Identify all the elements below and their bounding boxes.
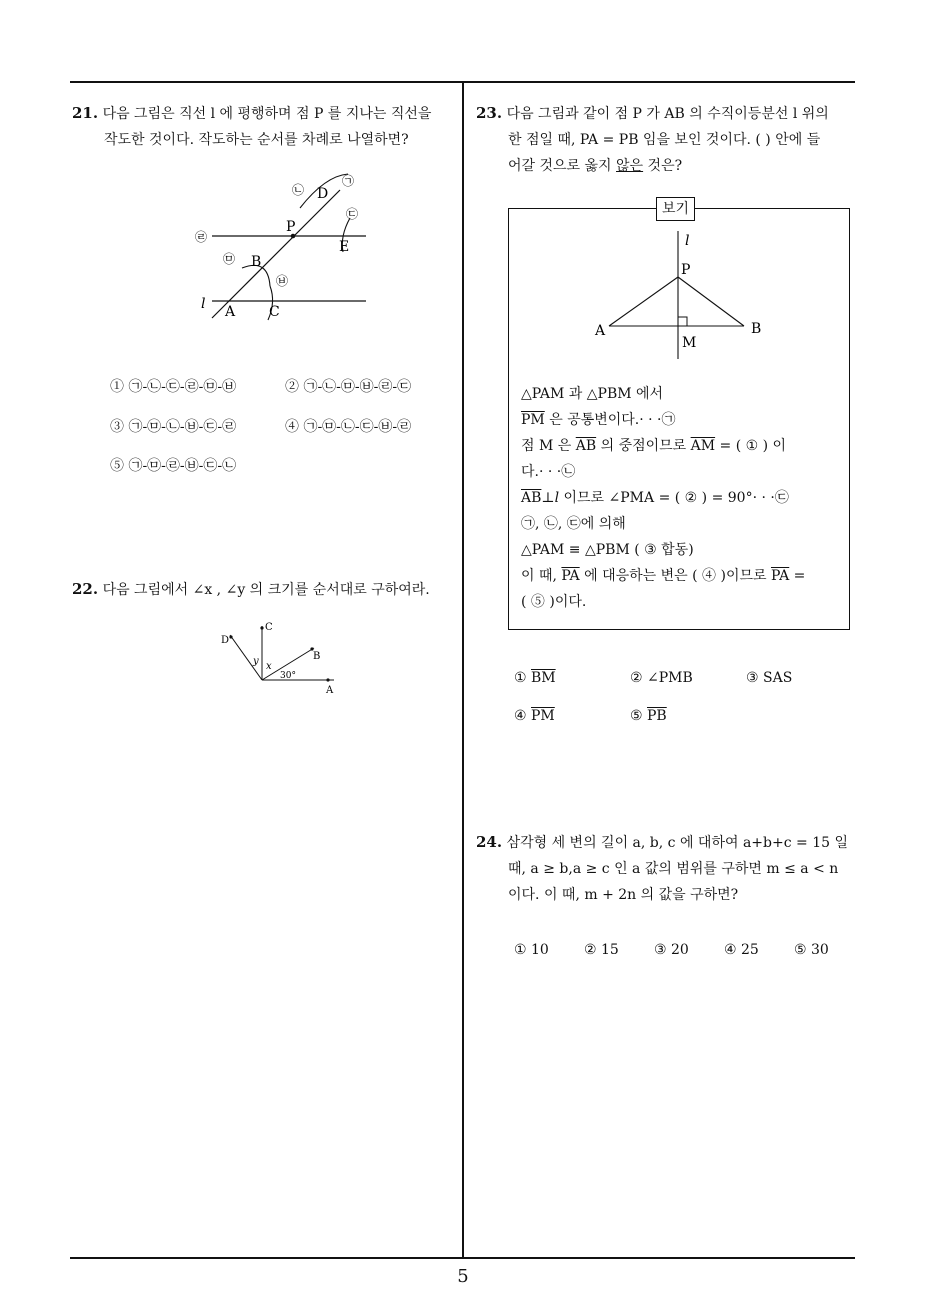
q23-text3c: 것은? bbox=[643, 158, 683, 174]
q23-option-2[interactable]: ② ∠PMB bbox=[630, 670, 693, 686]
q23-label-M: M bbox=[682, 335, 697, 351]
q21-mark-2: ㉡ bbox=[292, 183, 305, 197]
q22-label-y: y bbox=[253, 656, 259, 667]
q21-mark-4: ㉣ bbox=[195, 230, 208, 244]
q21-mark-1: ㉠ bbox=[342, 174, 355, 188]
q23-label-A: A bbox=[595, 323, 606, 339]
q24-option-1[interactable]: ① 10 bbox=[514, 942, 549, 958]
q22-label-B: B bbox=[313, 651, 321, 662]
q21-text2: 작도한 것이다. 작도하는 순서를 차례로 나열하면? bbox=[104, 132, 409, 148]
q24-option-5[interactable]: ⑤ 30 bbox=[794, 942, 829, 958]
q21-label-P: P bbox=[286, 219, 296, 235]
q21-option-4[interactable]: ④ ㉠-㉤-㉡-㉢-㉥-㉣ bbox=[285, 419, 412, 435]
q21-option-2[interactable]: ② ㉠-㉡-㉤-㉥-㉣-㉢ bbox=[285, 379, 412, 395]
q21-option-3[interactable]: ③ ㉠-㉤-㉡-㉥-㉢-㉣ bbox=[110, 419, 237, 435]
q21-label-C: C bbox=[269, 304, 280, 320]
q24-text1: 삼각형 세 변의 길이 a, b, c 에 대하여 a+b+c = 15 일 bbox=[506, 835, 848, 851]
q24-text3: 이다. 이 때, m + 2n 의 값을 구하면? bbox=[508, 887, 739, 903]
q23-option-1[interactable]: ① $\overline{BM}$ bbox=[514, 670, 556, 686]
proof-line-9: ( ⑤ )이다. bbox=[521, 594, 587, 610]
q24-number: 24. bbox=[476, 833, 503, 851]
q21-label-B: B bbox=[251, 254, 262, 270]
q21-label-l: l bbox=[201, 296, 206, 312]
q21-mark-6: ㉥ bbox=[276, 274, 289, 288]
q22-label-C: C bbox=[265, 622, 273, 633]
q23-line1 bbox=[476, 100, 861, 127]
q23-line3 bbox=[476, 153, 861, 179]
q22-label-angle: 30° bbox=[280, 671, 296, 681]
q23-text1: 다음 그림과 같이 점 P 가 AB 의 수직이등분선 l 위의 bbox=[506, 106, 829, 122]
proof-line-6: ㉠, ㉡, ㉢에 의해 bbox=[521, 516, 626, 532]
q21-option-5[interactable]: ⑤ ㉠-㉤-㉣-㉥-㉢-㉡ bbox=[110, 458, 237, 474]
q21-mark-3: ㉢ bbox=[346, 207, 359, 221]
q23-label-B: B bbox=[751, 321, 762, 337]
q23-label-l: l bbox=[685, 233, 690, 249]
q21-line1 bbox=[72, 100, 457, 127]
q23-text3b: 않은 bbox=[616, 158, 644, 174]
q22-number: 22. bbox=[72, 580, 99, 598]
q24-text2: 때, a ≥ b,a ≥ c 인 a 값의 범위를 구하면 m ≤ a < n bbox=[508, 861, 839, 877]
q21-label-D: D bbox=[317, 186, 329, 202]
q24-option-4[interactable]: ④ 25 bbox=[724, 942, 759, 958]
q21-label-E: E bbox=[339, 239, 350, 255]
question-22 bbox=[72, 576, 457, 603]
q21-text1: 다음 그림은 직선 l 에 평행하며 점 P 를 지나는 직선을 bbox=[102, 106, 432, 122]
q22-text: 다음 그림에서 ∠x , ∠y 의 크기를 순서대로 구하여라. bbox=[102, 582, 430, 598]
proof-line-2: $\overline{PM}$ 은 공통변이다.· · ·㉠ bbox=[521, 412, 676, 428]
q21-label-A: A bbox=[225, 304, 236, 320]
proof-line-1: △PAM 과 △PBM 에서 bbox=[521, 386, 664, 402]
q23-option-5[interactable]: ⑤ $\overline{PB}$ bbox=[630, 708, 667, 724]
q23-label-P: P bbox=[681, 262, 691, 278]
q21-option-1[interactable]: ① ㉠-㉡-㉢-㉣-㉤-㉥ bbox=[110, 379, 237, 395]
question-21 bbox=[72, 100, 457, 153]
q22-line bbox=[72, 576, 457, 603]
example-box bbox=[508, 208, 850, 630]
q22-label-A: A bbox=[326, 685, 334, 696]
q22-label-D: D bbox=[221, 635, 230, 646]
page-number: 5 bbox=[457, 1266, 469, 1287]
q23-option-3[interactable]: ③ SAS bbox=[746, 670, 793, 686]
proof-line-4: 다.· · ·㉡ bbox=[521, 464, 576, 480]
proof-line-3: 점 M 은 $\overline{AB}$ 의 중점이므로 $\overline{AM}$ = ( ① ) 이 bbox=[521, 438, 787, 454]
q21-figure bbox=[190, 168, 380, 328]
question-23 bbox=[476, 100, 861, 179]
proof-pm-seg: $\overline{PM}$ bbox=[521, 412, 545, 428]
q23-text3a: 어갈 것으로 옳지 bbox=[508, 158, 617, 174]
proof-line-8: 이 때, $\overline{PA}$ 에 대응하는 변은 ( ④ )이므로 $\overline{PA}$ = bbox=[521, 568, 806, 584]
q23-text2: 한 점일 때, PA = PB 임을 보인 것이다. ( ) 안에 들 bbox=[508, 132, 821, 148]
q23-option-4[interactable]: ④ $\overline{PM}$ bbox=[514, 708, 555, 724]
bottom-rule bbox=[70, 1257, 855, 1259]
example-box-title: 보기 bbox=[656, 197, 695, 221]
q21-mark-5: ㉤ bbox=[223, 252, 236, 266]
q22-figure bbox=[216, 618, 346, 698]
proof-line-7: △PAM ≡ △PBM ( ③ 합동) bbox=[521, 542, 694, 558]
q24-line1 bbox=[476, 829, 861, 856]
q23-number: 23. bbox=[476, 104, 503, 122]
proof-line-5: $\overline{AB}\perp l$ 이므로 ∠PMA = ( ② ) = 90°· · ·㉢ bbox=[521, 490, 789, 506]
column-divider bbox=[462, 82, 464, 1258]
q22-label-x: x bbox=[266, 661, 272, 672]
q21-number: 21. bbox=[72, 104, 99, 122]
q23-figure bbox=[589, 229, 769, 359]
q24-option-3[interactable]: ③ 20 bbox=[654, 942, 689, 958]
question-24 bbox=[476, 829, 861, 908]
q24-option-2[interactable]: ② 15 bbox=[584, 942, 619, 958]
